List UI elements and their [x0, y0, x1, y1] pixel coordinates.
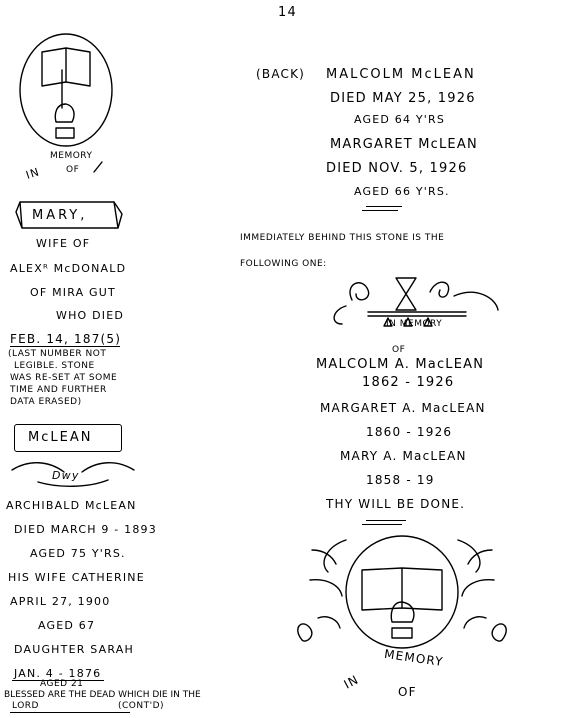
continued-note: (CONT'D)	[118, 701, 165, 711]
stone-line-5: MARGARET A. MacLEAN	[320, 401, 486, 415]
intro-line-1: IMMEDIATELY BEHIND THIS STONE IS THE	[240, 233, 445, 243]
note-line-4: TIME AND FURTHER	[10, 385, 107, 395]
back-line-4: MARGARET McLEAN	[330, 137, 478, 152]
back-line-3: AGED 64 Y'RS	[354, 113, 446, 126]
memory-of: OF	[66, 165, 80, 175]
mclean-banner: McLEAN	[28, 430, 93, 445]
ornament-text: Dwy	[52, 469, 80, 482]
memory-in: IN	[24, 165, 42, 182]
stone-line-7: MARY A. MacLEAN	[340, 449, 467, 463]
stone-underline-a	[366, 520, 406, 521]
note-line-3: WAS RE-SET AT SOME	[10, 373, 118, 383]
archibald-line-8: JAN. 4 - 1876	[14, 667, 102, 680]
back-underline-a	[366, 206, 402, 207]
book-hand-emblem-icon	[16, 30, 116, 150]
archibald-line-1: ARCHIBALD McLEAN	[6, 499, 137, 512]
back-line-2: DIED MAY 25, 1926	[330, 91, 476, 106]
stone-line-4: 1862 - 1926	[362, 375, 455, 390]
note-line-2: LEGIBLE. STONE	[14, 361, 95, 371]
stone-line-8: 1858 - 19	[366, 473, 435, 487]
stone-line-2: OF	[392, 345, 406, 355]
bottom-memory-of: OF	[398, 685, 417, 699]
stone-underline-b	[362, 524, 402, 525]
back-line-5: DIED NOV. 5, 1926	[326, 161, 468, 176]
bottom-memory-word: MEMORY	[383, 646, 445, 670]
mary-line-3: OF MIRA GUT	[30, 286, 116, 299]
back-line-6: AGED 66 Y'RS.	[354, 185, 450, 198]
stone-line-3: MALCOLM A. MacLEAN	[316, 357, 485, 372]
date-underline	[10, 346, 120, 347]
archibald-line-6: AGED 67	[38, 619, 96, 632]
archibald-line-4: HIS WIFE CATHERINE	[8, 571, 145, 584]
back-line-1: MALCOLM McLEAN	[326, 67, 476, 82]
mary-banner: MARY,	[32, 208, 88, 223]
back-underline-b	[362, 210, 398, 211]
blessed-line-1: BLESSED ARE THE DEAD WHICH DIE IN THE	[4, 690, 201, 700]
stone-line-6: 1860 - 1926	[366, 425, 453, 439]
archibald-line-9: AGED 21	[40, 679, 84, 689]
bottom-memory-in: IN	[341, 672, 362, 692]
mary-line-1: WIFE OF	[36, 237, 91, 250]
back-label: (BACK)	[256, 67, 306, 81]
blessed-line-2: LORD	[12, 701, 39, 711]
blessed-underline	[10, 712, 130, 713]
archibald-line-3: AGED 75 Y'RS.	[30, 547, 126, 560]
archibald-line-7: DAUGHTER SARAH	[14, 643, 134, 656]
book-hand-vines-emblem-icon	[288, 532, 538, 692]
memory-word: MEMORY	[50, 151, 93, 161]
mary-line-5: FEB. 14, 187(5)	[10, 332, 122, 346]
memory-tail-icon	[92, 160, 112, 174]
stone-line-1: IN MEMORY	[386, 319, 443, 329]
intro-line-2: FOLLOWING ONE:	[240, 259, 327, 269]
page-number: 14	[278, 5, 297, 20]
mary-line-4: WHO DIED	[56, 309, 125, 322]
archibald-line-5: APRIL 27, 1900	[10, 595, 111, 608]
archibald-line-2: DIED MARCH 9 - 1893	[14, 523, 157, 536]
stone-line-9: THY WILL BE DONE.	[326, 497, 466, 511]
note-line-5: DATA ERASED)	[10, 397, 82, 407]
mary-line-2: ALEXᴿ McDONALD	[10, 262, 127, 275]
note-line-1: (LAST NUMBER NOT	[8, 349, 107, 359]
